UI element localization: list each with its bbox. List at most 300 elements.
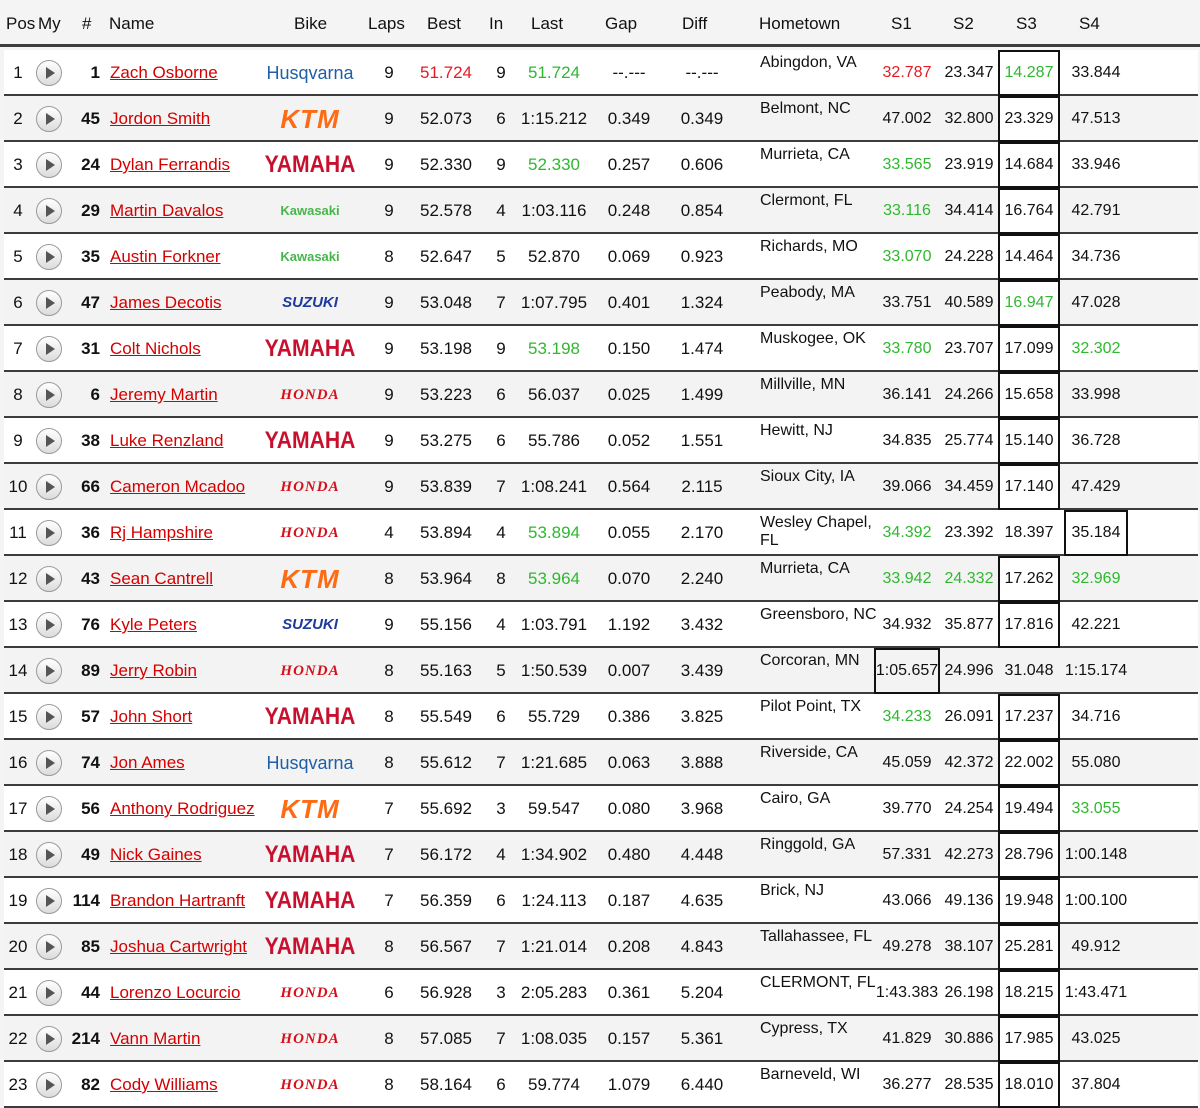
table-row[interactable] [4, 602, 1198, 648]
header-best[interactable]: Best [427, 14, 462, 33]
cell-s3: 17.262 [998, 556, 1060, 602]
table-row[interactable] [4, 510, 1198, 556]
cell-diff: 3.888 [680, 753, 724, 772]
position: 18 [8, 845, 28, 864]
honda-logo-icon: HONDA [280, 663, 340, 679]
header-bike[interactable]: Bike [294, 14, 328, 33]
table-row[interactable] [4, 372, 1198, 418]
table-row[interactable] [4, 878, 1198, 924]
cell-last: 1:03.116 [521, 201, 587, 220]
cell-s3: 31.048 [1004, 662, 1054, 679]
add-to-my-riders-icon[interactable] [36, 888, 62, 914]
position: 22 [8, 1029, 28, 1048]
header-gap[interactable]: Gap [605, 14, 638, 33]
cell-s4: 49.912 [1071, 938, 1121, 955]
cell-last: 53.964 [528, 569, 580, 588]
rider-name-link[interactable]: Sean Cantrell [110, 569, 214, 588]
rider-number: 56 [81, 799, 100, 818]
rider-name-link[interactable]: Dylan Ferrandis [110, 155, 230, 174]
table-row[interactable] [4, 1016, 1198, 1062]
cell-best: 52.330 [420, 155, 472, 174]
table-row[interactable] [4, 234, 1198, 280]
cell-diff: 1.551 [680, 431, 724, 450]
cell-s1: 34.392 [882, 524, 932, 541]
cell-gap: 0.007 [607, 661, 651, 680]
honda-logo-icon: HONDA [280, 1031, 340, 1047]
table-row[interactable] [4, 740, 1198, 786]
cell-gap: 0.480 [607, 845, 651, 864]
add-to-my-riders-icon[interactable] [36, 336, 62, 362]
cell-gap: --.--- [612, 63, 646, 82]
cell-best: 53.198 [420, 339, 472, 358]
cell-gap: 0.349 [607, 109, 651, 128]
hometown: Belmont, NC [760, 100, 851, 117]
cell-in: 5 [496, 661, 506, 680]
hometown: Tallahassee, FL [760, 928, 873, 945]
cell-in: 6 [496, 891, 506, 910]
hometown: CLERMONT, FL [760, 974, 876, 991]
cell-s1: 33.780 [882, 340, 932, 357]
add-to-my-riders-icon[interactable] [36, 934, 62, 960]
add-to-my-riders-icon[interactable] [36, 704, 62, 730]
cell-laps: 9 [384, 293, 394, 312]
rider-number: 6 [90, 385, 100, 404]
cell-s4: 34.716 [1071, 708, 1121, 725]
cell-laps: 8 [384, 1029, 394, 1048]
cell-s2: 24.266 [944, 386, 994, 403]
cell-best: 55.612 [420, 753, 472, 772]
header-number[interactable]: # [82, 14, 92, 33]
add-to-my-riders-icon[interactable] [36, 842, 62, 868]
cell-s3: 22.002 [998, 740, 1060, 786]
cell-in: 8 [496, 569, 506, 588]
cell-s3: 18.010 [998, 1062, 1060, 1108]
cell-in: 9 [496, 339, 506, 358]
cell-s4: 47.028 [1071, 294, 1121, 311]
rider-number: 57 [81, 707, 100, 726]
hometown: Greensboro, NC [760, 606, 877, 623]
position: 8 [13, 385, 23, 404]
position: 1 [13, 63, 23, 82]
hometown: Murrieta, CA [760, 146, 850, 163]
rider-name-link[interactable]: Kyle Peters [110, 615, 197, 634]
cell-gap: 0.063 [607, 753, 651, 772]
hometown: Sioux City, IA [760, 468, 855, 485]
header-s2[interactable]: S2 [953, 14, 974, 33]
rider-name-link[interactable]: Vann Martin [110, 1029, 201, 1048]
cell-s4: 32.302 [1071, 340, 1121, 357]
cell-laps: 8 [384, 247, 394, 266]
add-to-my-riders-icon[interactable] [36, 1026, 62, 1052]
table-row[interactable] [4, 326, 1198, 372]
position: 2 [13, 109, 23, 128]
header-s3[interactable]: S3 [1016, 14, 1037, 33]
hometown: Riverside, CA [760, 744, 858, 761]
cell-s2: 24.254 [944, 800, 994, 817]
cell-s2: 38.107 [944, 938, 994, 955]
yamaha-logo-icon: YAMAHA [264, 335, 356, 362]
cell-laps: 8 [384, 1075, 394, 1094]
rider-name-link[interactable]: Cody Williams [110, 1075, 218, 1094]
cell-s2: 30.886 [944, 1030, 994, 1047]
hometown: Pilot Point, TX [760, 698, 862, 715]
cell-diff: 2.115 [681, 477, 723, 496]
cell-s2: 24.996 [944, 662, 994, 679]
table-row[interactable] [4, 694, 1198, 740]
cell-gap: 0.257 [607, 155, 651, 174]
honda-logo-icon: HONDA [280, 985, 340, 1001]
cell-last: 1:21.685 [520, 753, 588, 772]
cell-s3: 17.985 [998, 1016, 1060, 1062]
cell-in: 9 [496, 155, 506, 174]
rider-name-link[interactable]: Nick Gaines [110, 845, 202, 864]
cell-s1: 36.141 [882, 386, 932, 403]
yamaha-logo-icon: YAMAHA [264, 887, 356, 914]
hometown: Richards, MO [760, 238, 858, 255]
add-to-my-riders-icon[interactable] [36, 428, 62, 454]
cell-s3: 16.764 [998, 188, 1060, 234]
cell-last: 56.037 [528, 385, 580, 404]
yamaha-logo-icon: YAMAHA [264, 933, 356, 960]
cell-last: 2:05.283 [520, 983, 588, 1002]
cell-diff: 0.854 [680, 201, 724, 220]
cell-best: 55.156 [420, 615, 472, 634]
cell-gap: 0.208 [607, 937, 651, 956]
cell-last: 1:07.795 [520, 293, 588, 312]
cell-laps: 9 [384, 339, 394, 358]
cell-s4: 32.969 [1071, 570, 1121, 587]
position: 9 [13, 431, 23, 450]
cell-last: 53.198 [528, 339, 580, 358]
rider-number: 49 [81, 845, 100, 864]
hometown: Wesley Chapel, FL [760, 514, 872, 549]
header-s4[interactable]: S4 [1079, 14, 1100, 33]
cell-s4: 47.429 [1071, 478, 1121, 495]
rider-name-link[interactable]: Zach Osborne [110, 63, 218, 82]
cell-gap: 0.187 [607, 891, 651, 910]
position: 4 [13, 201, 23, 220]
cell-in: 7 [496, 293, 506, 312]
cell-s1: 57.331 [882, 846, 932, 863]
position: 17 [8, 799, 28, 818]
table-row[interactable] [4, 188, 1198, 234]
cell-best: 55.163 [420, 661, 472, 680]
cell-s1: 33.565 [882, 156, 932, 173]
cell-in: 7 [496, 477, 506, 496]
cell-s2: 24.228 [944, 248, 994, 265]
cell-best: 55.692 [420, 799, 472, 818]
header-in[interactable]: In [489, 14, 504, 33]
cell-s4: 42.791 [1071, 202, 1121, 219]
cell-last: 1:24.113 [521, 891, 587, 910]
position: 23 [8, 1075, 28, 1094]
rider-number: 89 [81, 661, 100, 680]
add-to-my-riders-icon[interactable] [36, 198, 62, 224]
cell-in: 4 [496, 615, 506, 634]
add-to-my-riders-icon[interactable] [36, 244, 62, 270]
cell-s4: 42.221 [1071, 616, 1121, 633]
cell-best: 52.073 [420, 109, 472, 128]
cell-diff: 5.204 [680, 983, 724, 1002]
cell-last: 1:08.035 [520, 1029, 588, 1048]
rider-number: 31 [81, 339, 100, 358]
cell-s1: 47.002 [882, 110, 932, 127]
cell-s2: 35.877 [944, 616, 994, 633]
cell-s2: 42.372 [944, 754, 994, 771]
cell-last: 55.786 [528, 431, 580, 450]
cell-gap: 0.052 [607, 431, 651, 450]
add-to-my-riders-icon[interactable] [36, 106, 62, 132]
table-row[interactable] [4, 142, 1198, 188]
rider-name-link[interactable]: Lorenzo Locurcio [110, 983, 241, 1002]
husqvarna-logo-icon: Husqvarna [266, 63, 354, 83]
table-row[interactable] [4, 96, 1198, 142]
honda-logo-icon: HONDA [280, 387, 340, 403]
cell-s3: 17.816 [998, 602, 1060, 648]
rider-number: 24 [81, 155, 100, 174]
cell-best: 52.578 [420, 201, 472, 220]
cell-s1: 34.932 [882, 616, 932, 633]
cell-laps: 9 [384, 385, 394, 404]
rider-name-link[interactable]: Brandon Hartranft [110, 891, 246, 910]
add-to-my-riders-icon[interactable] [36, 474, 62, 500]
rider-number: 66 [81, 477, 100, 496]
cell-s3: 28.796 [998, 832, 1060, 878]
add-to-my-riders-icon[interactable] [36, 60, 62, 86]
cell-gap: 0.070 [607, 569, 651, 588]
rider-name-link[interactable]: Jerry Robin [110, 661, 197, 680]
cell-last: 1:21.014 [520, 937, 588, 956]
add-to-my-riders-icon[interactable] [36, 1072, 62, 1098]
cell-s2: 23.919 [944, 156, 994, 173]
hometown: Clermont, FL [760, 192, 853, 209]
cell-s4: 34.736 [1071, 248, 1121, 265]
cell-in: 4 [496, 523, 506, 542]
cell-s4: 33.946 [1071, 156, 1121, 173]
cell-laps: 7 [384, 799, 394, 818]
add-to-my-riders-icon[interactable] [36, 796, 62, 822]
cell-in: 6 [496, 1075, 506, 1094]
cell-s3: 18.397 [1004, 524, 1054, 541]
cell-s3: 15.140 [998, 418, 1060, 464]
hometown: Hewitt, NJ [760, 422, 833, 439]
add-to-my-riders-icon[interactable] [36, 566, 62, 592]
add-to-my-riders-icon[interactable] [36, 658, 62, 684]
add-to-my-riders-icon[interactable] [36, 382, 62, 408]
hometown: Murrieta, CA [760, 560, 850, 577]
cell-best: 55.549 [420, 707, 472, 726]
cell-diff: 0.923 [680, 247, 724, 266]
rider-name-link[interactable]: James Decotis [110, 293, 222, 312]
position: 5 [13, 247, 23, 266]
rider-name-link[interactable]: Cameron Mcadoo [110, 477, 246, 496]
table-row[interactable] [4, 50, 1198, 96]
cell-best: 58.164 [420, 1075, 472, 1094]
rider-name-link[interactable]: Martin Davalos [110, 201, 224, 220]
cell-diff: 1.324 [680, 293, 724, 312]
add-to-my-riders-icon[interactable] [36, 612, 62, 638]
cell-s1: 1:43.383 [875, 984, 939, 1001]
cell-in: 7 [496, 753, 506, 772]
table-row[interactable] [4, 280, 1198, 326]
cell-laps: 7 [384, 891, 394, 910]
cell-s4: 43.025 [1071, 1030, 1121, 1047]
rider-number: 76 [81, 615, 100, 634]
rider-name-link[interactable]: Rj Hampshire [110, 523, 213, 542]
rider-number: 214 [71, 1029, 100, 1048]
cell-s3: 25.281 [998, 924, 1060, 970]
cell-best: 56.359 [420, 891, 472, 910]
table-row[interactable] [4, 970, 1198, 1016]
hometown: Muskogee, OK [760, 330, 866, 347]
rider-name-link[interactable]: Jon Ames [110, 753, 185, 772]
table-row[interactable] [4, 648, 1198, 694]
table-row[interactable] [4, 786, 1198, 832]
table-row[interactable] [4, 1062, 1198, 1108]
rider-number: 36 [81, 523, 100, 542]
cell-s2: 26.091 [944, 708, 994, 725]
rider-number: 38 [81, 431, 100, 450]
cell-last: 1:15.212 [520, 109, 588, 128]
add-to-my-riders-icon[interactable] [36, 290, 62, 316]
cell-in: 5 [496, 247, 506, 266]
hometown: Peabody, MA [760, 284, 855, 301]
hometown: Abingdon, VA [760, 54, 857, 71]
cell-s1: 43.066 [882, 892, 932, 909]
position: 15 [8, 707, 28, 726]
cell-laps: 6 [384, 983, 394, 1002]
suzuki-logo-icon: SUZUKI [282, 294, 338, 311]
position: 21 [8, 983, 28, 1002]
cell-in: 7 [496, 1029, 506, 1048]
rider-name-link[interactable]: John Short [110, 707, 193, 726]
cell-s1: 36.277 [882, 1076, 932, 1093]
table-row[interactable] [4, 924, 1198, 970]
cell-last: 1:03.791 [520, 615, 588, 634]
cell-diff: 0.606 [680, 155, 724, 174]
header-name[interactable]: Name [109, 14, 155, 33]
cell-s2: 49.136 [944, 892, 994, 909]
yamaha-logo-icon: YAMAHA [264, 151, 356, 178]
cell-gap: 0.564 [607, 477, 651, 496]
hometown: Barneveld, WI [760, 1066, 861, 1083]
table-row[interactable] [4, 832, 1198, 878]
rider-number: 85 [81, 937, 100, 956]
cell-gap: 0.248 [607, 201, 651, 220]
position: 16 [8, 753, 28, 772]
add-to-my-riders-icon[interactable] [36, 750, 62, 776]
table-row[interactable] [4, 418, 1198, 464]
cell-s1: 32.787 [882, 64, 932, 81]
cell-s4: 1:00.148 [1064, 846, 1128, 863]
rider-number: 43 [81, 569, 100, 588]
honda-logo-icon: HONDA [280, 525, 340, 541]
header-hometown[interactable]: Hometown [759, 14, 841, 33]
add-to-my-riders-icon[interactable] [36, 520, 62, 546]
rider-name-link[interactable]: Colt Nichols [110, 339, 201, 358]
cell-s3: 17.099 [998, 326, 1060, 372]
cell-s2: 28.535 [944, 1076, 994, 1093]
cell-laps: 8 [384, 753, 394, 772]
rider-number: 1 [90, 63, 100, 82]
position: 19 [8, 891, 28, 910]
cell-in: 7 [496, 937, 506, 956]
cell-s2: 23.347 [944, 64, 994, 81]
position: 7 [13, 339, 23, 358]
rider-number: 47 [81, 293, 100, 312]
cell-s1: 41.829 [882, 1030, 932, 1047]
rider-name-link[interactable]: Austin Forkner [110, 247, 221, 266]
cell-diff: 4.635 [680, 891, 724, 910]
header-last[interactable]: Last [531, 14, 564, 33]
cell-s4: 33.844 [1071, 64, 1121, 81]
header-pos[interactable]: Pos [6, 14, 36, 33]
cell-laps: 9 [384, 109, 394, 128]
add-to-my-riders-icon[interactable] [36, 152, 62, 178]
cell-gap: 0.386 [607, 707, 651, 726]
cell-s1: 1:05.657 [874, 648, 940, 694]
cell-gap: 0.055 [607, 523, 651, 542]
cell-in: 6 [496, 385, 506, 404]
cell-last: 1:08.241 [520, 477, 588, 496]
cell-last: 59.774 [528, 1075, 580, 1094]
cell-gap: 0.025 [607, 385, 651, 404]
kawasaki-logo-icon: Kawasaki [280, 203, 340, 218]
cell-best: 53.894 [420, 523, 472, 542]
rider-name-link[interactable]: Joshua Cartwright [110, 937, 248, 956]
ktm-logo-icon: KTM [280, 564, 340, 594]
header-laps[interactable]: Laps [368, 14, 405, 33]
cell-laps: 9 [384, 201, 394, 220]
header-my[interactable]: My [38, 14, 61, 33]
cell-s2: 24.332 [944, 570, 994, 587]
table-row[interactable] [4, 556, 1198, 602]
cell-gap: 0.157 [607, 1029, 651, 1048]
rider-number: 45 [81, 109, 100, 128]
cell-diff: 6.440 [680, 1075, 724, 1094]
husqvarna-logo-icon: Husqvarna [266, 753, 354, 773]
rider-name-link[interactable]: Luke Renzland [110, 431, 224, 450]
add-to-my-riders-icon[interactable] [36, 980, 62, 1006]
cell-s4: 1:00.100 [1064, 892, 1128, 909]
rider-name-link[interactable]: Jeremy Martin [110, 385, 218, 404]
cell-s2: 26.198 [944, 984, 994, 1001]
cell-s4: 33.055 [1071, 800, 1121, 817]
cell-best: 53.275 [420, 431, 472, 450]
cell-s2: 25.774 [944, 432, 994, 449]
position: 13 [8, 615, 28, 634]
header-s1[interactable]: S1 [891, 14, 912, 33]
cell-best: 53.223 [420, 385, 472, 404]
cell-s2: 40.589 [944, 294, 994, 311]
position: 6 [13, 293, 23, 312]
rider-name-link[interactable]: Anthony Rodriguez [110, 799, 255, 818]
cell-best: 53.839 [420, 477, 472, 496]
cell-s1: 33.116 [883, 202, 931, 219]
cell-s4: 1:15.174 [1064, 662, 1128, 679]
yamaha-logo-icon: YAMAHA [264, 703, 356, 730]
cell-s4: 1:43.471 [1064, 984, 1128, 1001]
table-row[interactable] [4, 464, 1198, 510]
header-diff[interactable]: Diff [682, 14, 708, 33]
hometown: Ringgold, GA [760, 836, 856, 853]
hometown: Cypress, TX [760, 1020, 848, 1037]
cell-laps: 8 [384, 661, 394, 680]
cell-last: 51.724 [528, 63, 580, 82]
rider-name-link[interactable]: Jordon Smith [110, 109, 211, 128]
cell-last: 59.547 [528, 799, 580, 818]
cell-best: 56.928 [420, 983, 472, 1002]
